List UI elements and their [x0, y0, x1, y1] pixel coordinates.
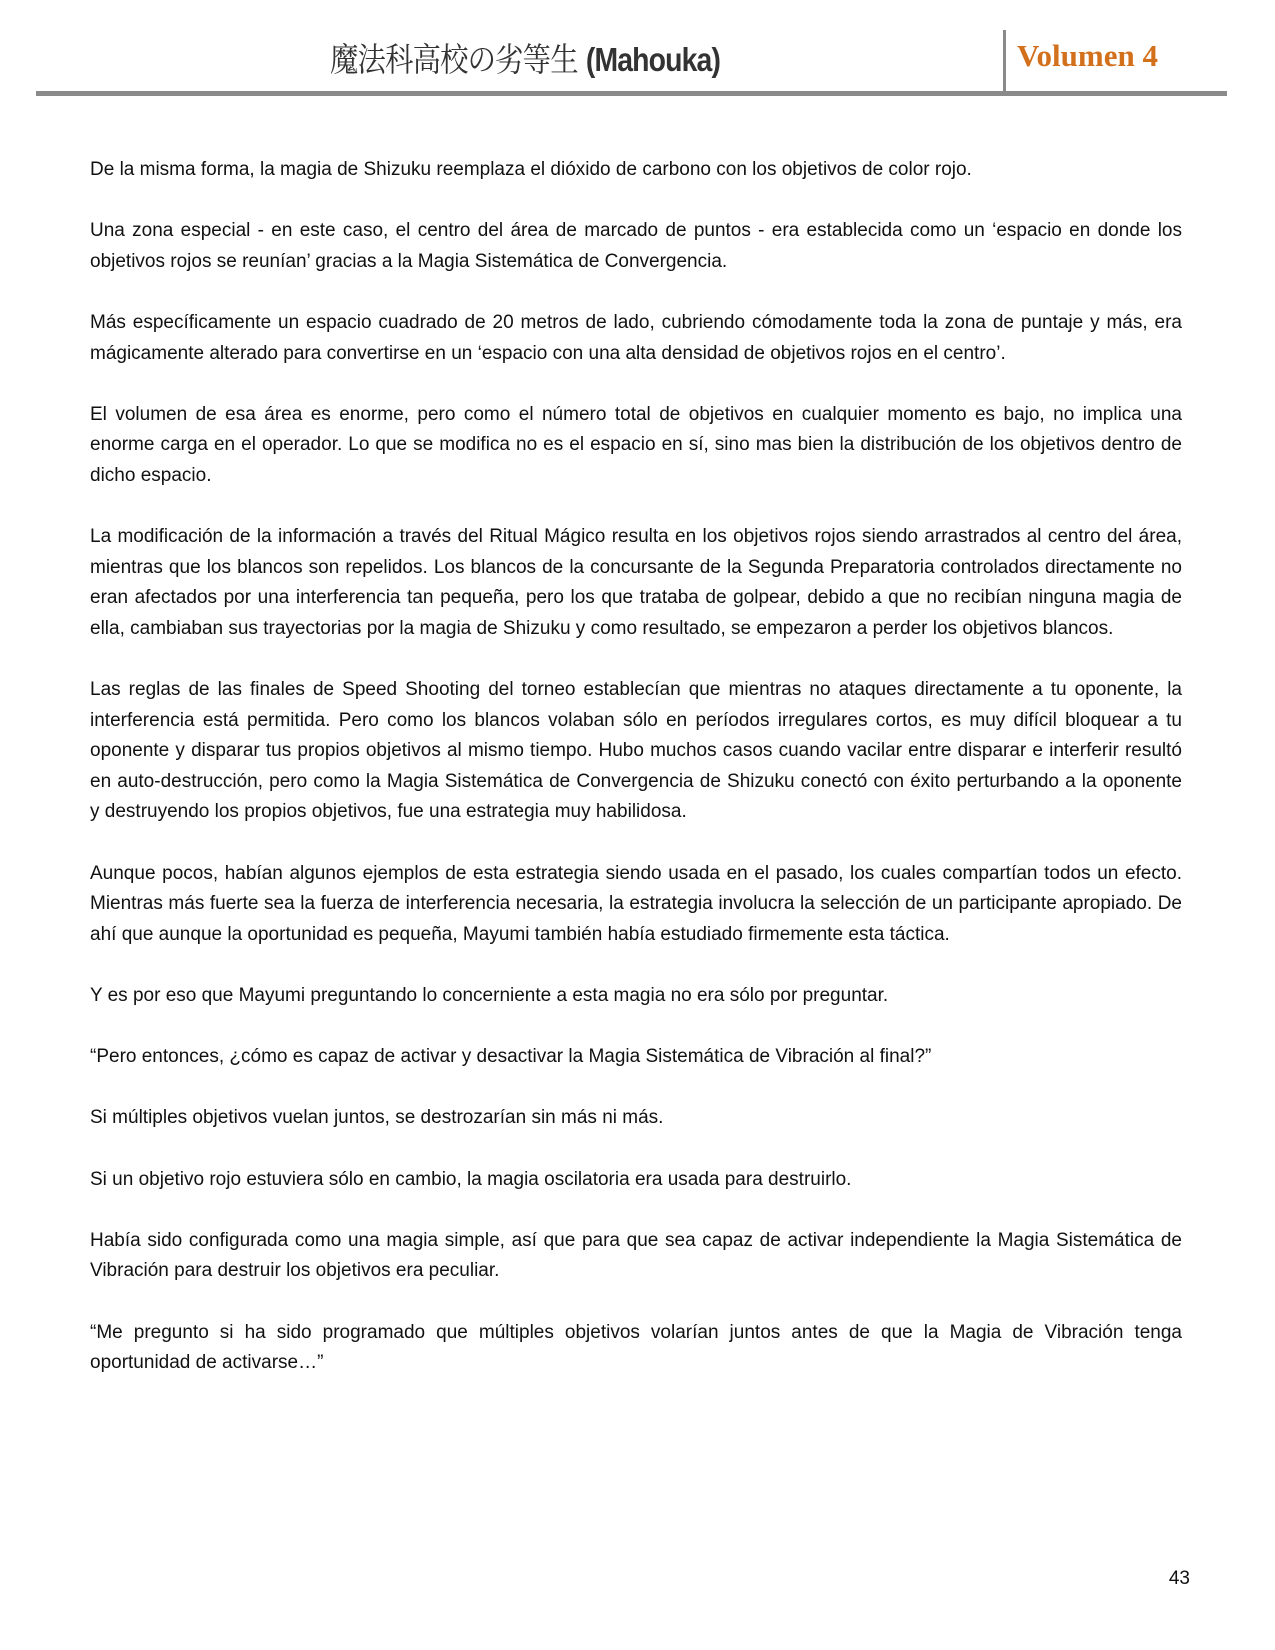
paragraph: “Pero entonces, ¿cómo es capaz de activar y desactivar la Magia Sistemática de Vibración al final?” — [90, 1046, 932, 1068]
paragraph: Y es por eso que Mayumi preguntando lo concerniente a esta magia no era sólo por preguntar. — [90, 985, 889, 1007]
paragraph: La modificación de la información a través del Ritual Mágico resulta en los objetivos rojos siendo arrastrados al centro del área, mientras que los blancos son repelidos. Los blancos de la concursante de la Segunda Preparatoria controlados directamente no eran afectados por una interferencia tan pequeña, pero los que trataba de golpear, debido a que no recibían ninguna magia de ella, cambiaban sus trayectorias por la magia de Shizuku y como resultado, se empezaron a perder los objetivos blancos. — [90, 526, 1182, 639]
header-title — [109, 34, 941, 81]
header-title-latin: (Mahouka) — [585, 41, 721, 78]
paragraph: “Me pregunto si ha sido programado que múltiples objetivos volarían juntos antes de que la Magia de Vibración tenga oportunidad de activarse…” — [90, 1321, 1182, 1374]
page-number: 43 — [1168, 1568, 1190, 1589]
paragraph: Si un objetivo rojo estuviera sólo en cambio, la magia oscilatoria era usada para destruirlo. — [90, 1168, 852, 1190]
paragraph: De la misma forma, la magia de Shizuku reemplaza el dióxido de carbono con los objetivos de color rojo. — [90, 159, 972, 180]
paragraph: Más específicamente un espacio cuadrado de 20 metros de lado, cubriendo cómodamente toda la zona de puntaje y más, era mágicamente alterado para convertirse en un ‘espacio con una alta densidad de objetivos rojos en el centro’. — [90, 311, 1182, 364]
body-text — [90, 155, 1182, 1409]
paragraph: Aunque pocos, habían algunos ejemplos de esta estrategia siendo usada en el pasado, los cuales compartían todos un efecto. Mientras más fuerte sea la fuerza de interferencia necesaria, la estrategia involucra la selección de un participante apropiado. De ahí que aunque la oportunidad es pequeña, Mayumi también había estudiado firmemente esta táctica. — [90, 862, 1182, 945]
paragraph: Las reglas de las finales de Speed Shooting del torneo establecían que mientras no ataques directamente a tu oponente, la interferencia está permitida. Pero como los blancos volaban sólo en períodos irregulares cortos, es muy difícil bloquear a tu oponente y disparar tus propios objetivos al mismo tiempo. Hubo muchos casos cuando vacilar entre disparar e interferir resultó en auto-destrucción, pero como la Magia Sistemática de Convergencia de Shizuku conectó con éxito perturbando a la oponente y destruyendo los propios objetivos, fue una estrategia muy habilidosa. — [90, 679, 1182, 823]
header-rule — [36, 91, 1227, 96]
paragraph: Una zona especial - en este caso, el centro del área de marcado de puntos - era establecida como un ‘espacio en donde los objetivos rojos se reunían’ gracias a la Magia Sistemática de Convergencia. — [90, 220, 1182, 272]
volume-label: Volumen 4 — [1017, 38, 1158, 73]
paragraph: Había sido configurada como una magia simple, así que para que sea capaz de activar independiente la Magia Sistemática de Vibración para destruir los objetivos era peculiar. — [90, 1229, 1182, 1282]
paragraph: Si múltiples objetivos vuelan juntos, se destrozarían sin más ni más. — [90, 1107, 664, 1129]
header-divider — [1003, 30, 1006, 94]
header-title-japanese: 魔法科高校の劣等生 — [330, 40, 578, 79]
paragraph: El volumen de esa área es enorme, pero como el número total de objetivos en cualquier momento es bajo, no implica una enorme carga en el operador. Lo que se modifica no es el espacio en sí, sino mas bien la distribución de los objetivos dentro de dicho espacio. — [90, 403, 1182, 486]
